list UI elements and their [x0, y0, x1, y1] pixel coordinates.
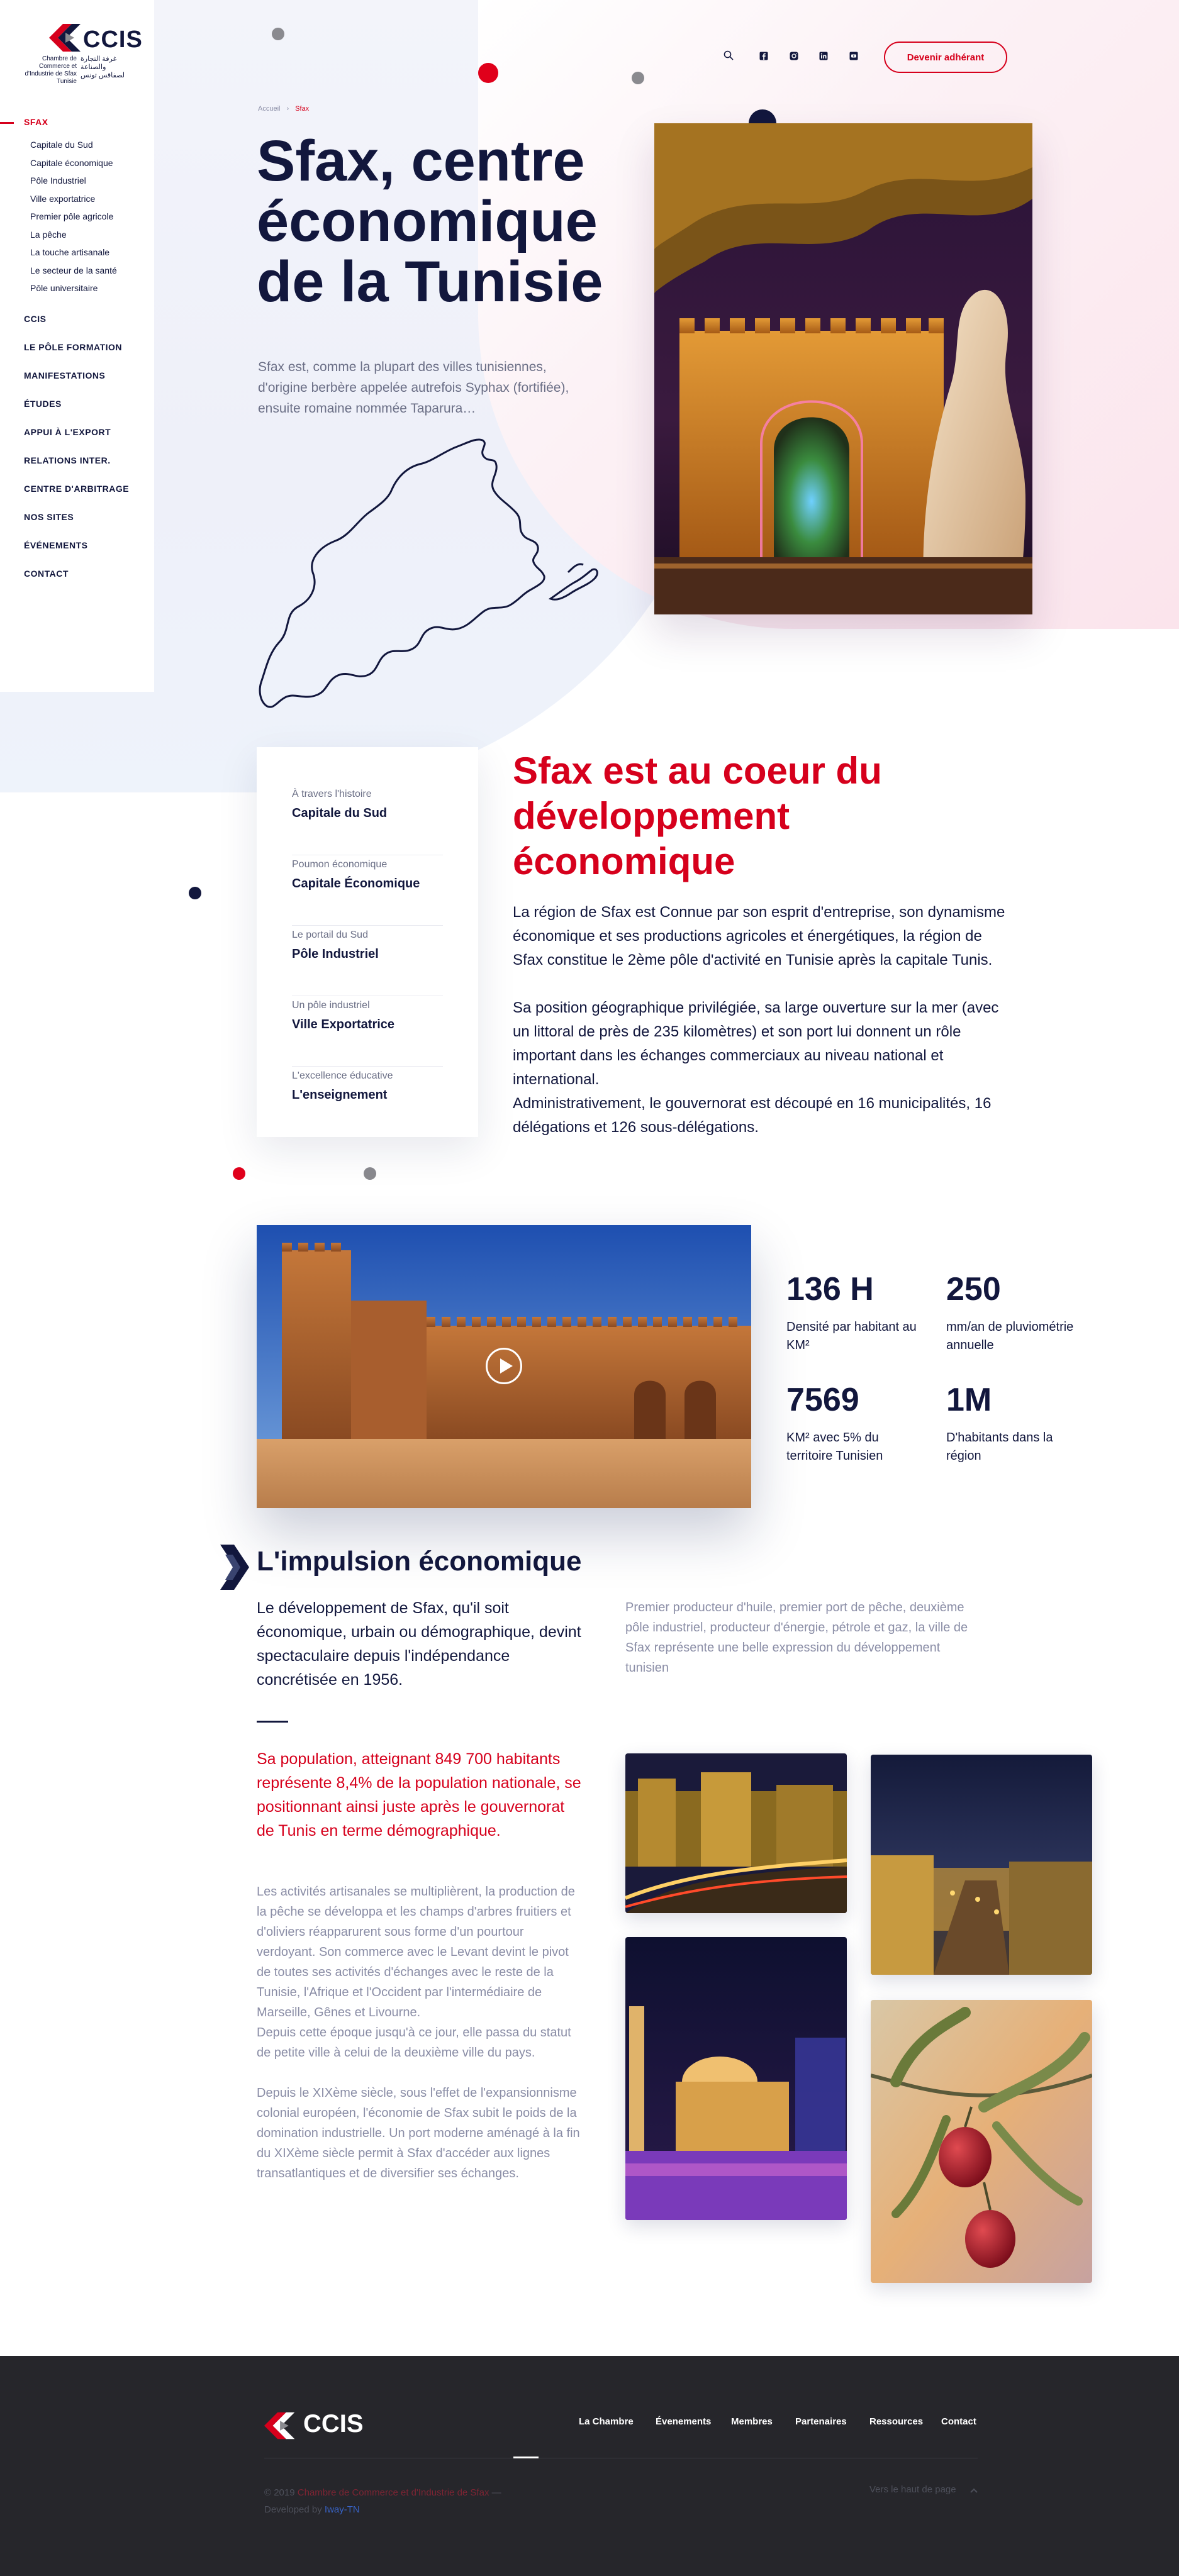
play-icon[interactable] — [486, 1348, 522, 1384]
stat-number: 136 H — [786, 1271, 874, 1307]
ccis-logo-mark-icon — [49, 24, 87, 52]
impulsion-highlight: Sa population, atteignant 849 700 habitants représente 8,4% de la population nationale, se positionnant ainsi juste après le gouvernorat de Tunis en terme démographique. — [257, 1750, 581, 1840]
sidebar-item-manifestations[interactable]: MANIFESTATIONS — [24, 370, 106, 380]
decor-dot — [632, 72, 644, 84]
sidebar-subitem[interactable]: Pôle Industriel — [30, 175, 86, 186]
footer-link-ressources[interactable]: Ressources — [869, 2416, 924, 2427]
instagram-icon[interactable] — [790, 52, 798, 60]
sidebar-item-pole-formation[interactable]: LE PÔLE FORMATION — [24, 341, 123, 352]
facts-card — [257, 747, 478, 1137]
stat-rainfall — [946, 1270, 1085, 1355]
sidebar-item-relations-inter[interactable]: RELATIONS INTER. — [24, 455, 111, 465]
become-member-button[interactable]: Devenir adhérant — [884, 42, 1007, 73]
sidebar-item-sfax[interactable]: SFAX — [24, 117, 48, 127]
sidebar-subitem[interactable]: Ville exportatrice — [30, 193, 96, 204]
fact-item[interactable] — [292, 926, 443, 996]
paragraph: Administrativement, le gouvernorat est découpé en 16 municipalités, 16 délégations et 126 sous-délégations. — [513, 1095, 992, 1136]
facebook-icon[interactable] — [759, 52, 768, 60]
footer-divider-accent — [513, 2457, 539, 2458]
ccis-logo-mark-icon — [264, 2411, 301, 2440]
chevron-right-icon — [220, 1545, 249, 1590]
paragraph: Les activités artisanales se multiplièrent, la production de la pêche se développa et les champs d'arbres fruitiers et d'oliviers réapparurent sous forme d'un pourtour verdoyant. Son commerce avec le Levant devint le pivot de toutes ses activités d'échanges avec le reste de la Tunisie, l'Afrique et l'Occident par l'intermédiaire de Marseille, Gênes et Livourne. — [257, 1885, 575, 2019]
footer-copyright — [264, 2484, 591, 2518]
fact-kicker: Poumon économique — [292, 859, 388, 870]
sidebar-subitem[interactable]: La pêche — [30, 229, 67, 240]
sidebar-subitem[interactable]: Pôle universitaire — [30, 283, 98, 293]
decor-dot — [272, 28, 284, 40]
stat-area — [786, 1381, 925, 1465]
gallery-photo-mosque-night[interactable] — [625, 1937, 847, 2220]
impulsion-side-note: Premier producteur d'huile, premier port de pêche, deuxième pôle industriel, producteur d'énergie, pétrole et gaz, la ville de Sfax représente une belle expression du développement tunisien — [625, 1601, 968, 1675]
fact-value: Ville Exportatrice — [292, 1018, 395, 1031]
stat-number: 250 — [946, 1271, 1001, 1307]
back-to-top-link[interactable]: Vers le haut de page — [869, 2484, 956, 2495]
decor-dot — [189, 887, 201, 899]
footer-link-chambre[interactable]: La Chambre — [579, 2416, 634, 2427]
footer-link-contact[interactable]: Contact — [941, 2416, 976, 2427]
sidebar-item-appui-export[interactable]: APPUI À L'EXPORT — [24, 426, 111, 437]
stat-label: Densité par habitant au KM² — [786, 1320, 917, 1352]
copyright-org[interactable]: Chambre de Commerce et d'Industrie de Sfax — [297, 2487, 489, 2498]
stat-population — [946, 1381, 1085, 1465]
sidebar-item-etudes[interactable]: ÉTUDES — [24, 398, 62, 409]
copyright-dash: — — [489, 2487, 501, 2498]
fact-kicker: L'excellence éducative — [292, 1070, 393, 1081]
footer-link-membres[interactable]: Membres — [731, 2416, 773, 2427]
hero-lead: Sfax est, comme la plupart des villes tunisiennes, d'origine berbère appelée autrefois Syphax (fortifiée), ensuite romaine nommée Taparura… — [258, 360, 569, 416]
fact-item[interactable] — [292, 855, 443, 926]
sidebar-subitem[interactable]: La touche artisanale — [30, 247, 110, 257]
gallery-photo-street-dusk[interactable] — [871, 1755, 1092, 1975]
footer-brand: CCIS — [303, 2410, 364, 2438]
chevron-up-icon[interactable] — [969, 2485, 979, 2496]
fact-item[interactable] — [292, 996, 443, 1067]
fact-value: Capitale Économique — [292, 877, 420, 891]
paragraph: La région de Sfax est Connue par son esprit d'entreprise, son dynamisme économique et ses productions agricoles et énergétiques, la région de Sfax constitue le 2ème pôle d'activité en Tunisie après la capitale Tunis. — [513, 904, 1005, 969]
stat-number: 1M — [946, 1382, 992, 1418]
divider — [257, 1721, 288, 1723]
paragraph: Sa position géographique privilégiée, sa large ouverture sur la mer (avec un littoral de près de 235 kilomètres) et son port lui donnent un rôle important dans les échanges commerciaux au niveau national et international. — [513, 999, 999, 1088]
decor-dot — [233, 1167, 245, 1180]
sidebar-subitem[interactable]: Capitale du Sud — [30, 140, 93, 150]
fact-item[interactable] — [292, 785, 443, 855]
paragraph: Depuis le XIXème siècle, sous l'effet de l'expansionnisme colonial européen, l'économie de Sfax subit le poids de la domination industrielle. Un port moderne aménagé à la fin du XIXème siècle permit à Sfax d'accéder aux lignes transatlantiques et de diversifier ses échanges. — [257, 2086, 580, 2180]
impulsion-body — [257, 1882, 584, 2184]
sidebar-subitem[interactable]: Premier pôle agricole — [30, 211, 114, 221]
sidebar-item-ccis[interactable]: CCIS — [24, 313, 47, 324]
stat-density — [786, 1270, 925, 1355]
fact-value: L'enseignement — [292, 1088, 388, 1102]
sfax-map-outline-icon — [255, 434, 601, 723]
stat-label: KM² avec 5% du territoire Tunisien — [786, 1431, 883, 1463]
linkedin-icon[interactable] — [819, 52, 828, 60]
breadcrumb-home[interactable]: Accueil — [258, 105, 281, 113]
youtube-icon[interactable] — [849, 52, 858, 60]
sidebar-nav — [24, 117, 150, 597]
stat-label: mm/an de pluviométrie annuelle — [946, 1320, 1074, 1352]
hero-photo-bab-diwan — [654, 123, 1032, 614]
sidebar-item-contact[interactable]: CONTACT — [24, 568, 69, 579]
developer-prefix: Developed by — [264, 2504, 322, 2515]
search-icon[interactable] — [724, 50, 734, 60]
fact-value: Pôle Industriel — [292, 947, 379, 961]
night-gate-illustration — [654, 123, 1032, 614]
gallery-photo-olives[interactable] — [871, 2000, 1092, 2283]
fact-value: Capitale du Sud — [292, 806, 388, 820]
fact-kicker: Un pôle industriel — [292, 1000, 370, 1011]
breadcrumb-current: Sfax — [295, 105, 310, 113]
stat-label: D'habitants dans la région — [946, 1431, 1053, 1463]
copyright-year: © 2019 — [264, 2487, 295, 2498]
stat-number: 7569 — [786, 1382, 859, 1418]
breadcrumb — [258, 105, 309, 113]
sidebar-item-evenements[interactable]: ÉVÉNEMENTS — [24, 540, 88, 550]
decor-dot — [478, 63, 498, 83]
logo[interactable] — [24, 24, 143, 85]
logo-subtitle-ar: غرفة التجارة والصناعة لصفاقس تونس — [81, 55, 125, 79]
fact-kicker: À travers l'histoire — [292, 789, 372, 799]
sidebar-subitem[interactable]: Capitale économique — [30, 157, 113, 168]
decor-dot — [364, 1167, 376, 1180]
video-player[interactable] — [257, 1225, 751, 1508]
footer-link-evenements[interactable]: Évenements — [656, 2416, 712, 2427]
section-body — [513, 901, 1016, 1140]
section-title: Sfax est au coeur du développement économique — [513, 750, 882, 882]
breadcrumb-separator: › — [286, 105, 289, 113]
logo-subtitle-fr: Chambre de Commerce et d'Industrie de Sfax Tunisie — [25, 55, 77, 85]
section-title: L'impulsion économique — [257, 1546, 582, 1577]
gallery-photo-city-night[interactable] — [625, 1753, 847, 1913]
developer-link[interactable]: Iway-TN — [324, 2504, 360, 2515]
fact-kicker: Le portail du Sud — [292, 930, 368, 940]
sidebar-item-centre-arbitrage[interactable]: CENTRE D'ARBITRAGE — [24, 483, 130, 494]
sidebar — [0, 0, 154, 692]
sidebar-item-nos-sites[interactable]: NOS SITES — [24, 511, 74, 522]
logo-brand: CCIS — [83, 26, 143, 53]
page-title: Sfax, centre économique de la Tunisie — [257, 129, 603, 314]
impulsion-lead: Le développement de Sfax, qu'il soit économique, urbain ou démographique, devint spectaculaire depuis l'indépendance concrétisée en 1956. — [257, 1599, 581, 1689]
active-indicator — [0, 122, 14, 124]
sidebar-subitem[interactable]: Le secteur de la santé — [30, 265, 117, 275]
footer-logo[interactable] — [264, 2406, 365, 2444]
fact-item[interactable] — [292, 1067, 443, 1137]
paragraph: Depuis cette époque jusqu'à ce jour, elle passa du statut de petite ville à celui de la deuxième ville du pays. — [257, 2026, 571, 2060]
footer-link-partenaires[interactable]: Partenaires — [795, 2416, 847, 2427]
footer — [0, 2356, 1179, 2576]
